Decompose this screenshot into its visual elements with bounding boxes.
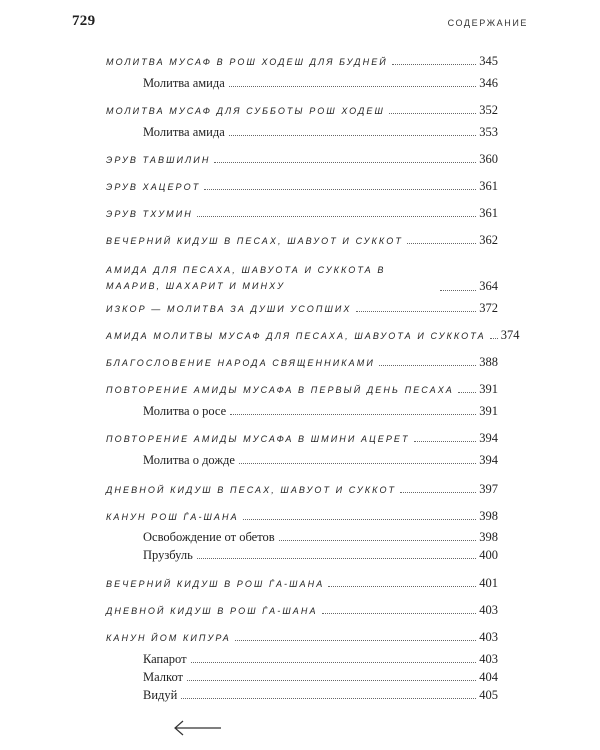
dot-leader <box>400 492 476 493</box>
toc-entry-title: АМИДА МОЛИТВЫ МУСАФ ДЛЯ ПЕСАХА, ШАВУОТА И СУККОТА <box>106 331 486 341</box>
dot-leader <box>187 680 476 681</box>
dot-leader <box>490 338 498 339</box>
toc-entry-page: 361 <box>479 206 498 220</box>
toc-entry-title: КАНУН РОШ ЃА-ШАНА <box>106 512 239 522</box>
toc-entry-page: 346 <box>479 76 498 90</box>
toc-entry[interactable] <box>106 382 498 397</box>
dot-leader <box>414 441 477 442</box>
dot-leader <box>197 558 476 559</box>
toc-entry[interactable] <box>106 630 498 645</box>
toc-entry[interactable] <box>106 328 520 343</box>
dot-leader <box>214 162 476 163</box>
toc-entry-title: Малкот <box>143 670 183 684</box>
toc-entry-page: 345 <box>479 54 498 68</box>
page-number: 729 <box>72 13 96 29</box>
dot-leader <box>229 135 477 136</box>
toc-entry-title: Освобождение от обетов <box>143 530 275 544</box>
dot-leader <box>235 640 476 641</box>
toc-entry-page: 360 <box>479 152 498 166</box>
toc-entry-title: Капарот <box>143 652 187 666</box>
dot-leader <box>279 540 477 541</box>
toc-entry-page: 352 <box>479 103 498 117</box>
toc-entry[interactable] <box>106 431 498 446</box>
toc-entry[interactable] <box>106 301 498 316</box>
toc-entry-title: Молитва амида <box>143 76 225 90</box>
toc-entry-title: ПОВТОРЕНИЕ АМИДЫ МУСАФА В ПЕРВЫЙ ДЕНЬ ПЕСАХА <box>106 385 454 395</box>
toc-entry-title: АМИДА ДЛЯ ПЕСАХА, ШАВУОТА И СУККОТА В МААРИВ, ШАХАРИТ И МИНХУ <box>106 265 386 291</box>
toc-entry[interactable] <box>106 262 498 294</box>
toc-entry-page: 398 <box>479 530 498 544</box>
toc-entry-page: 405 <box>479 688 498 702</box>
toc-entry-title: Молитва амида <box>143 125 225 139</box>
dot-leader <box>204 189 476 190</box>
toc-entry[interactable] <box>106 233 498 248</box>
toc-entry-title: ЭРУВ ТХУМИН <box>106 209 193 219</box>
toc-entry-page: 400 <box>479 548 498 562</box>
toc-entry-page: 388 <box>479 355 498 369</box>
toc-entry[interactable] <box>143 530 498 545</box>
toc-entry-page: 364 <box>479 279 498 293</box>
toc-entry[interactable] <box>106 54 498 69</box>
toc-entry[interactable] <box>106 603 498 618</box>
toc-entry-title: ДНЕВНОЙ КИДУШ В ПЕСАХ, ШАВУОТ И СУККОТ <box>106 485 397 495</box>
toc-entry-page: 401 <box>479 576 498 590</box>
toc-entry[interactable] <box>106 576 498 591</box>
dot-leader <box>181 698 476 699</box>
toc-entry[interactable] <box>106 152 498 167</box>
toc-entry-title: ЭРУВ ХАЦЕРОТ <box>106 182 201 192</box>
toc-entry-page: 403 <box>479 630 498 644</box>
toc-entry-title: Видуй <box>143 688 178 702</box>
toc-entry-title: ВЕЧЕРНИЙ КИДУШ В ПЕСАХ, ШАВУОТ И СУККОТ <box>106 236 403 246</box>
toc-entry-page: 394 <box>479 431 498 445</box>
toc-entry-title: МОЛИТВА МУСАФ ДЛЯ СУББОТЫ РОШ ХОДЕШ <box>106 106 385 116</box>
toc-entry-page: 391 <box>479 382 498 396</box>
dot-leader <box>191 662 477 663</box>
toc-entry-page: 372 <box>479 301 498 315</box>
toc-entry-page: 391 <box>479 404 498 418</box>
toc-entry[interactable] <box>143 453 498 468</box>
dot-leader <box>379 365 476 366</box>
toc-entry[interactable] <box>106 206 498 221</box>
back-arrow-icon[interactable] <box>173 718 223 738</box>
dot-leader <box>230 414 476 415</box>
toc-entry-page: 353 <box>479 125 498 139</box>
toc-entry[interactable] <box>143 125 498 140</box>
toc-entry[interactable] <box>143 670 498 685</box>
dot-leader <box>458 392 476 393</box>
toc-entry[interactable] <box>143 548 498 563</box>
toc-entry-page: 374 <box>500 328 520 342</box>
toc-entry[interactable] <box>106 103 498 118</box>
toc-entry[interactable] <box>106 482 498 497</box>
toc-entry-title: ВЕЧЕРНИЙ КИДУШ В РОШ ЃА-ШАНА <box>106 579 325 589</box>
toc-entry[interactable] <box>143 652 498 667</box>
toc-entry-page: 361 <box>479 179 498 193</box>
toc-entry-title: ДНЕВНОЙ КИДУШ В РОШ ЃА-ШАНА <box>106 606 318 616</box>
toc-entry-page: 394 <box>479 453 498 467</box>
toc-entry[interactable] <box>143 76 498 91</box>
toc-entry[interactable] <box>143 404 498 419</box>
toc-entry-title: Молитва о дожде <box>143 453 235 467</box>
toc-entry-page: 403 <box>479 603 498 617</box>
dot-leader <box>229 86 477 87</box>
toc-entry[interactable] <box>106 179 498 194</box>
toc-entry-title: КАНУН ЙОМ КИПУРА <box>106 633 231 643</box>
running-head: СОДЕРЖАНИЕ <box>447 18 528 28</box>
dot-leader <box>243 519 477 520</box>
dot-leader <box>239 463 476 464</box>
toc-entry-page: 404 <box>479 670 498 684</box>
toc-entry-page: 403 <box>479 652 498 666</box>
toc-entry-title: МОЛИТВА МУСАФ В РОШ ХОДЕШ ДЛЯ БУДНЕЙ <box>106 57 388 67</box>
toc-entry-title: Прузбуль <box>143 548 193 562</box>
dot-leader <box>322 613 477 614</box>
toc-entry-title: ПОВТОРЕНИЕ АМИДЫ МУСАФА В ШМИНИ АЦЕРЕТ <box>106 434 410 444</box>
toc-entry-page: 398 <box>479 509 498 523</box>
toc-entry-title: ИЗКОР — МОЛИТВА ЗА ДУШИ УСОПШИХ <box>106 304 352 314</box>
dot-leader <box>328 586 476 587</box>
dot-leader <box>392 64 476 65</box>
dot-leader <box>389 113 476 114</box>
dot-leader <box>440 290 476 291</box>
dot-leader <box>407 243 476 244</box>
toc-entry-title: БЛАГОСЛОВЕНИЕ НАРОДА СВЯЩЕННИКАМИ <box>106 358 375 368</box>
toc-entry[interactable] <box>143 688 498 703</box>
toc-entry-title: Молитва о росе <box>143 404 227 418</box>
dot-leader <box>356 311 477 312</box>
toc-entry[interactable] <box>106 509 498 524</box>
toc-entry-title: ЭРУВ ТАВШИЛИН <box>106 155 211 165</box>
toc-entry[interactable] <box>106 355 498 370</box>
dot-leader <box>197 216 476 217</box>
toc-entry-page: 397 <box>479 482 498 496</box>
toc-entry-page: 362 <box>479 233 498 247</box>
